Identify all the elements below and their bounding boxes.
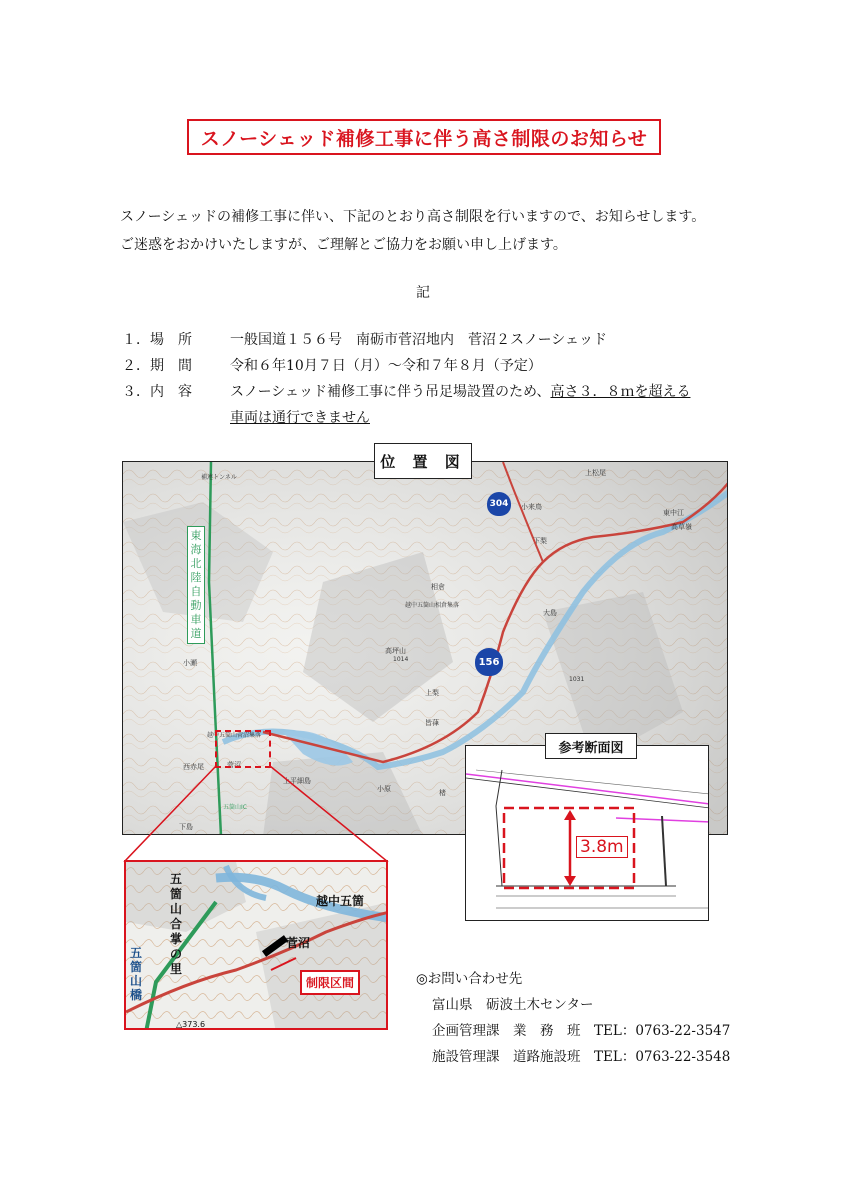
intro-line-1: スノーシェッドの補修工事に伴い、下記のとおり高さ制限を行いますので、お知らせします。: [120, 209, 706, 225]
contact-line: 施設管理課 道路施設班 TEL：0763-22-3548: [432, 1049, 731, 1065]
inset-village-label: 越中五箇: [316, 894, 365, 908]
detail-label: １．場 所: [122, 332, 192, 348]
detail-inset-map: [124, 860, 388, 1030]
clearance-height-label: 3.8m: [576, 836, 628, 858]
map-place-label: 下島: [179, 823, 193, 831]
map-place-label: 上梨: [425, 689, 439, 697]
ki-heading: 記: [416, 285, 430, 301]
expressway-label: 東海北陸自動車道: [187, 526, 205, 644]
inset-bridge-label: 五箇山橋: [130, 946, 143, 1002]
contact-org: 富山県 砺波土木センター: [432, 997, 594, 1013]
map-place-label: 補連トンネル: [201, 474, 237, 481]
map-place-label: 皆葎: [425, 719, 439, 727]
map-place-label: 相倉: [431, 583, 445, 591]
inset-elevation-label: △373.6: [176, 1020, 206, 1029]
detail-value-underlined: 車両は通行できません: [230, 410, 370, 426]
map-place-label: 上平細島: [283, 777, 311, 785]
restriction-section-label: 制限区間: [300, 970, 360, 995]
map-place-label: 下梨: [533, 537, 547, 545]
map-place-label: 五箇山IC: [223, 804, 247, 811]
detail-value: スノーシェッド補修工事に伴う吊足場設置のため、: [230, 384, 551, 400]
notice-title: スノーシェッド補修工事に伴う高さ制限のお知らせ: [200, 127, 648, 150]
map-label: 位 置 図: [374, 443, 472, 479]
map-place-label: 小来鳥: [521, 503, 542, 511]
map-place-label: 1014: [393, 656, 409, 663]
route-304-sign: 304: [487, 492, 511, 516]
detail-value: 令和６年10月７日（月）～令和７年８月（予定）: [230, 358, 542, 374]
map-place-label: 高草嶺: [671, 523, 692, 531]
contact-header: ◎お問い合わせ先: [416, 971, 523, 987]
map-place-label: 菅沼: [227, 761, 241, 769]
map-place-label: 大島: [543, 609, 557, 617]
route-156-sign: 156: [475, 648, 503, 676]
contact-line: 企画管理課 業 務 班 TEL：0763-22-3547: [432, 1023, 731, 1039]
inset-sugunuma-label: 菅沼: [286, 936, 311, 950]
section-diagram-label: 参考断面図: [545, 733, 637, 759]
map-place-label: 西赤尾: [183, 763, 204, 771]
intro-line-2: ご迷惑をおかけいたしますが、ご理解とご協力をお願い申し上げます。: [120, 237, 567, 253]
map-place-label: 高坪山: [385, 647, 406, 655]
map-place-label: 1031: [569, 676, 585, 683]
detail-value-underlined: 高さ３．８ｍを超える: [550, 384, 691, 400]
detail-label: ３．内 容: [122, 384, 192, 400]
cross-section-drawing: [466, 746, 709, 921]
inset-vertical-label: 五箇山合掌の里: [170, 872, 183, 976]
map-place-label: 楮: [439, 789, 446, 797]
detail-label: ２．期 間: [122, 358, 192, 374]
detail-map-image: [126, 862, 388, 1030]
cross-section-diagram: [465, 745, 709, 921]
map-place-label: 上松尾: [585, 469, 606, 477]
map-place-label: 越中五箇山菅沼集落: [207, 732, 262, 739]
detail-value: 一般国道１５６号 南砺市菅沼地内 菅沼２スノーシェッド: [230, 332, 608, 348]
map-place-label: 小原: [377, 785, 391, 793]
map-place-label: 小瀬: [183, 659, 197, 667]
map-place-label: 東中江: [663, 509, 684, 517]
map-place-label: 越中五箇山相倉集落: [405, 602, 460, 609]
